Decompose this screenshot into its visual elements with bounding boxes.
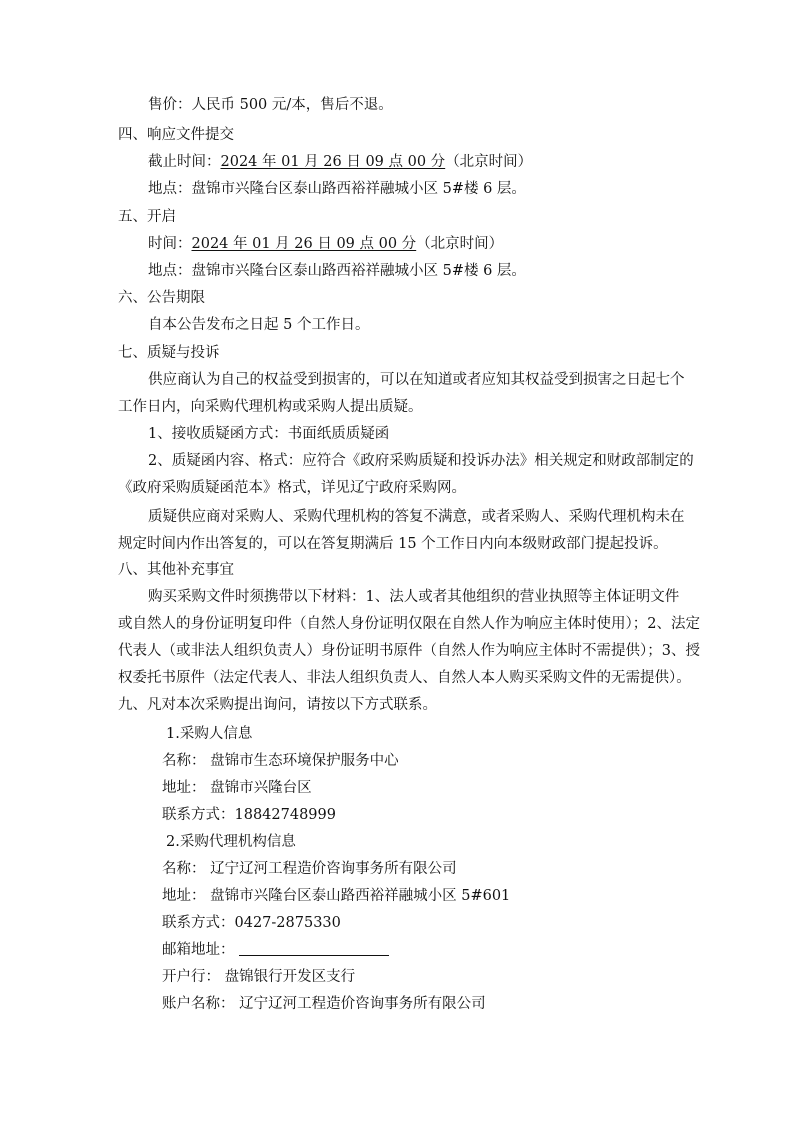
challenge-paragraph-1-line-1: 供应商认为自己的权益受到损害的，可以在知道或者应知其权益受到损害之日起七个 bbox=[148, 372, 685, 388]
opening-time-label: 时间： bbox=[148, 236, 192, 252]
deadline-line bbox=[148, 152, 532, 172]
buyer-address: 地址： 盘锦市兴隆台区 bbox=[162, 780, 312, 796]
price-line: 售价：人民币 500 元/本，售后不退。 bbox=[148, 97, 393, 113]
opening-time-line bbox=[148, 234, 503, 254]
section-6-heading: 六、公告期限 bbox=[118, 290, 205, 306]
challenge-paragraph-2-line-2: 规定时间内作出答复的，可以在答复期满后 15 个工作日内向本级财政部门提起投诉。 bbox=[118, 536, 668, 552]
agency-info-title: 2.采购代理机构信息 bbox=[166, 834, 296, 850]
supplement-line-2: 或自然人的身份证明复印件（自然人身份证明仅限在自然人作为响应主体时使用）；2、法定 bbox=[118, 616, 700, 632]
opening-location: 地点：盘锦市兴隆台区泰山路西裕祥融城小区 5#楼 6 层。 bbox=[148, 263, 526, 279]
agency-email-line bbox=[162, 940, 389, 960]
opening-time-suffix: （北京时间） bbox=[416, 236, 504, 252]
agency-account-name: 账户名称： 辽宁辽河工程造价咨询事务所有限公司 bbox=[162, 996, 486, 1012]
supplement-line-4: 权委托书原件（法定代表人、非法人组织负责人、自然人本人购买采购文件的无需提供）。 bbox=[118, 670, 691, 686]
section-7-heading: 七、质疑与投诉 bbox=[118, 345, 220, 361]
challenge-item-1: 1、接收质疑函方式：书面纸质质疑函 bbox=[148, 426, 390, 442]
challenge-paragraph-2-line-1: 质疑供应商对采购人、采购代理机构的答复不满意，或者采购人、采购代理机构未在 bbox=[148, 509, 685, 525]
deadline-value: 2024 年 01 月 26 日 09 点 00 分 bbox=[220, 154, 446, 170]
agency-contact: 联系方式：0427-2875330 bbox=[162, 915, 341, 931]
challenge-paragraph-1-line-2: 工作日内，向采购代理机构或采购人提出质疑。 bbox=[118, 399, 423, 415]
challenge-item-2-line-1: 2、质疑函内容、格式：应符合《政府采购质疑和投诉办法》相关规定和财政部制定的 bbox=[148, 453, 694, 469]
section-8-heading: 八、其他补充事宜 bbox=[118, 562, 234, 578]
opening-time-value: 2024 年 01 月 26 日 09 点 00 分 bbox=[191, 236, 417, 252]
agency-email-label: 邮箱地址： bbox=[162, 942, 235, 958]
deadline-label: 截止时间： bbox=[148, 154, 221, 170]
agency-email-blank bbox=[239, 941, 389, 956]
supplement-line-3: 代表人（或非法人组织负责人）身份证明书原件（自然人作为响应主体时不需提供）；3、授 bbox=[118, 643, 700, 659]
agency-bank: 开户行： 盘锦银行开发区支行 bbox=[162, 969, 356, 985]
submission-location: 地点：盘锦市兴隆台区泰山路西裕祥融城小区 5#楼 6 层。 bbox=[148, 181, 526, 197]
buyer-info-title: 1.采购人信息 bbox=[166, 726, 253, 742]
agency-address: 地址： 盘锦市兴隆台区泰山路西裕祥融城小区 5#601 bbox=[162, 888, 511, 904]
notice-period-text: 自本公告发布之日起 5 个工作日。 bbox=[148, 317, 370, 333]
agency-name: 名称： 辽宁辽河工程造价咨询事务所有限公司 bbox=[162, 861, 457, 877]
buyer-contact: 联系方式：18842748999 bbox=[162, 807, 336, 823]
supplement-line-1: 购买采购文件时须携带以下材料：1、法人或者其他组织的营业执照等主体证明文件 bbox=[148, 589, 680, 605]
section-9-heading: 九、凡对本次采购提出询问，请按以下方式联系。 bbox=[118, 697, 437, 713]
challenge-item-2-line-2: 《政府采购质疑函范本》格式，详见辽宁政府采购网。 bbox=[118, 480, 466, 496]
section-4-heading: 四、响应文件提交 bbox=[118, 127, 234, 143]
deadline-suffix: （北京时间） bbox=[445, 154, 533, 170]
buyer-name: 名称： 盘锦市生态环境保护服务中心 bbox=[162, 753, 399, 769]
section-5-heading: 五、开启 bbox=[118, 209, 176, 225]
